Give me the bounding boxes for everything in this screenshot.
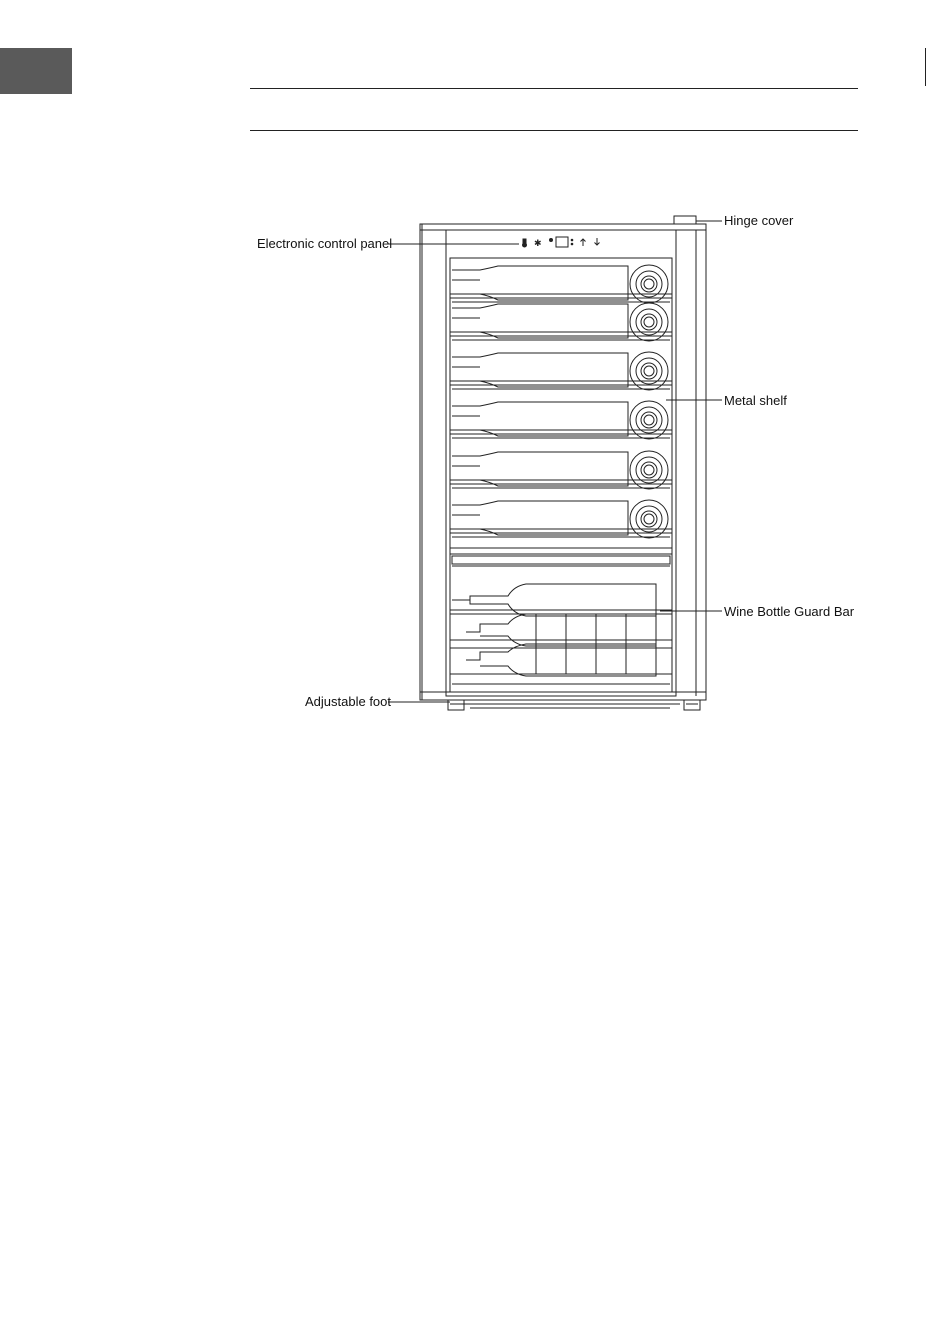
light-icon: ✱ bbox=[534, 239, 542, 249]
wine-bottle bbox=[452, 584, 656, 616]
wine-bottle bbox=[452, 452, 628, 486]
wine-bottle bbox=[452, 501, 628, 535]
lower-compartment bbox=[450, 556, 672, 684]
metal-shelf bbox=[450, 548, 672, 554]
wine-bottle bbox=[452, 304, 628, 338]
adjustable-foot-left bbox=[448, 700, 464, 710]
adjustable-foot-right bbox=[684, 700, 700, 710]
cabinet-outline bbox=[420, 224, 706, 700]
up-arrow-icon bbox=[581, 239, 586, 246]
wine-bottle bbox=[466, 614, 656, 646]
down-arrow-icon bbox=[595, 238, 600, 245]
hinge-cover bbox=[674, 216, 696, 224]
wine-bottle bbox=[466, 644, 656, 676]
label-adjustable-foot: Adjustable foot bbox=[305, 694, 392, 709]
wine-bottle-guard-bar bbox=[450, 610, 672, 614]
label-wine-bottle-guard-bar: Wine Bottle Guard Bar bbox=[724, 604, 855, 619]
metal-shelves bbox=[450, 265, 672, 554]
label-metal-shelf: Metal shelf bbox=[724, 393, 787, 408]
label-electronic-control-panel: Electronic control panel bbox=[257, 236, 393, 251]
indicator-dot-icon bbox=[550, 239, 553, 242]
label-hinge-cover: Hinge cover bbox=[724, 213, 794, 228]
wine-bottle bbox=[452, 402, 628, 436]
control-panel bbox=[523, 237, 600, 249]
display-window bbox=[556, 237, 568, 247]
wine-bottle bbox=[452, 266, 628, 300]
wine-bottle bbox=[452, 353, 628, 387]
